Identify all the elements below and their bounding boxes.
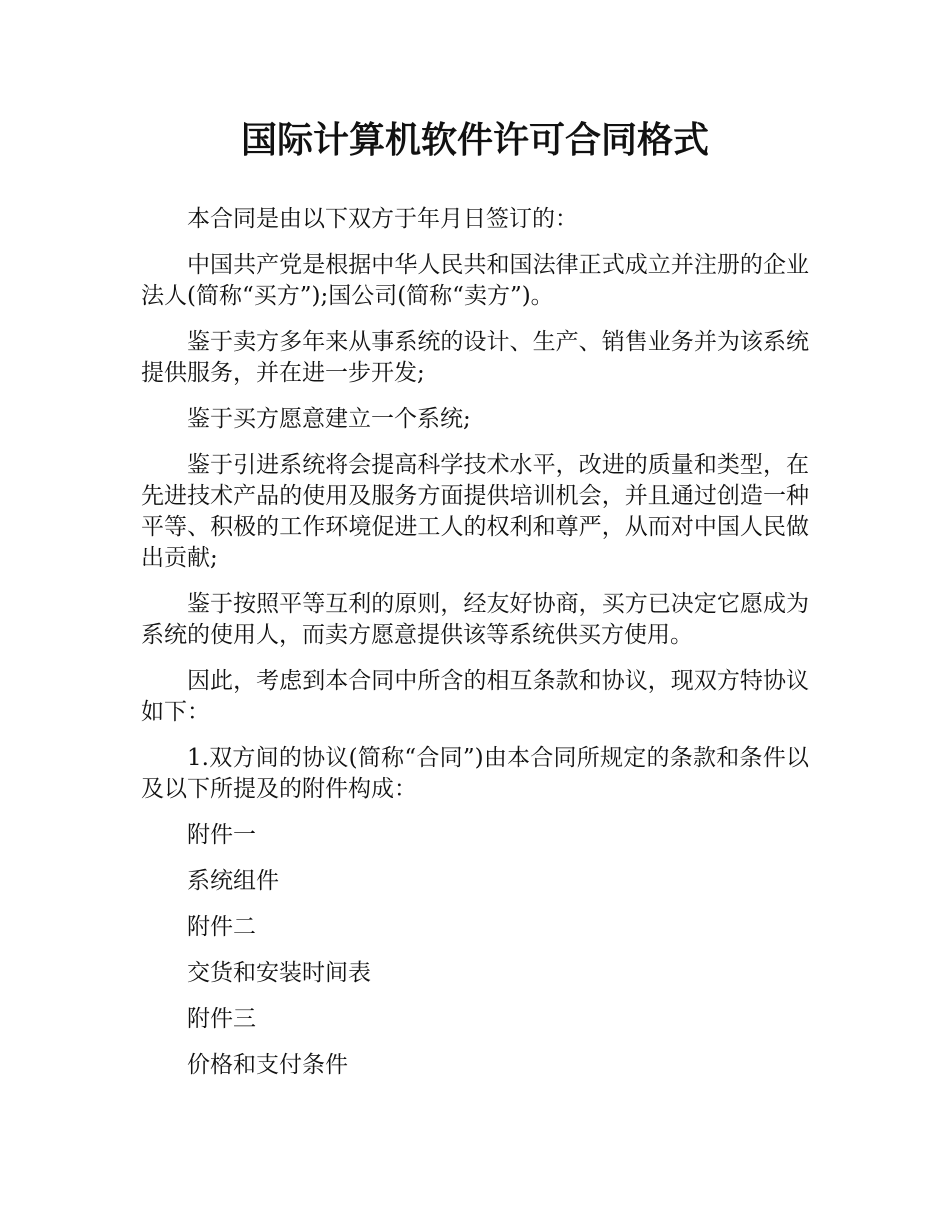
paragraph-recital-buyer: 鉴于买方愿意建立一个系统;	[187, 406, 471, 432]
paragraph-recital-benefits: 鉴于引进系统将会提高科学技术水平，改进的质量和类型，在先进技术产品的使用及服务方面提供培训机会，并且通过创造一种平等、积极的工作环境促进工人的权利和尊严，从而对中国人民做出贡献;	[141, 452, 809, 571]
attachment-label-3: 附件三	[187, 1006, 256, 1032]
paragraph-intro: 本合同是由以下双方于年月日签订的：	[187, 206, 578, 232]
paragraph-recital-agreement: 鉴于按照平等互利的原则，经友好协商，买方已决定它愿成为系统的使用人，而卖方愿意提供该等系统供买方使用。	[141, 591, 809, 648]
document-body	[141, 204, 809, 1096]
attachment-title-2: 交货和安装时间表	[187, 960, 371, 986]
attachment-label-1: 附件一	[187, 822, 256, 848]
attachment-title-3: 价格和支付条件	[187, 1052, 348, 1078]
document-title: 国际计算机软件许可合同格式	[240, 120, 709, 161]
paragraph-therefore: 因此，考虑到本合同中所含的相互条款和协议，现双方特协议如下：	[141, 668, 809, 725]
attachment-label-2: 附件二	[187, 914, 256, 940]
paragraph-parties: 中国共产党是根据中华人民共和国法律正式成立并注册的企业法人(简称“买方”);国公司(简称“卖方”)。	[141, 252, 809, 309]
paragraph-recital-seller: 鉴于卖方多年来从事系统的设计、生产、销售业务并为该系统提供服务，并在进一步开发;	[141, 329, 809, 386]
paragraph-clause-1: 1.双方间的协议(简称“合同”)由本合同所规定的条款和条件以及以下所提及的附件构成：	[141, 745, 809, 802]
attachment-title-1: 系统组件	[187, 868, 279, 894]
